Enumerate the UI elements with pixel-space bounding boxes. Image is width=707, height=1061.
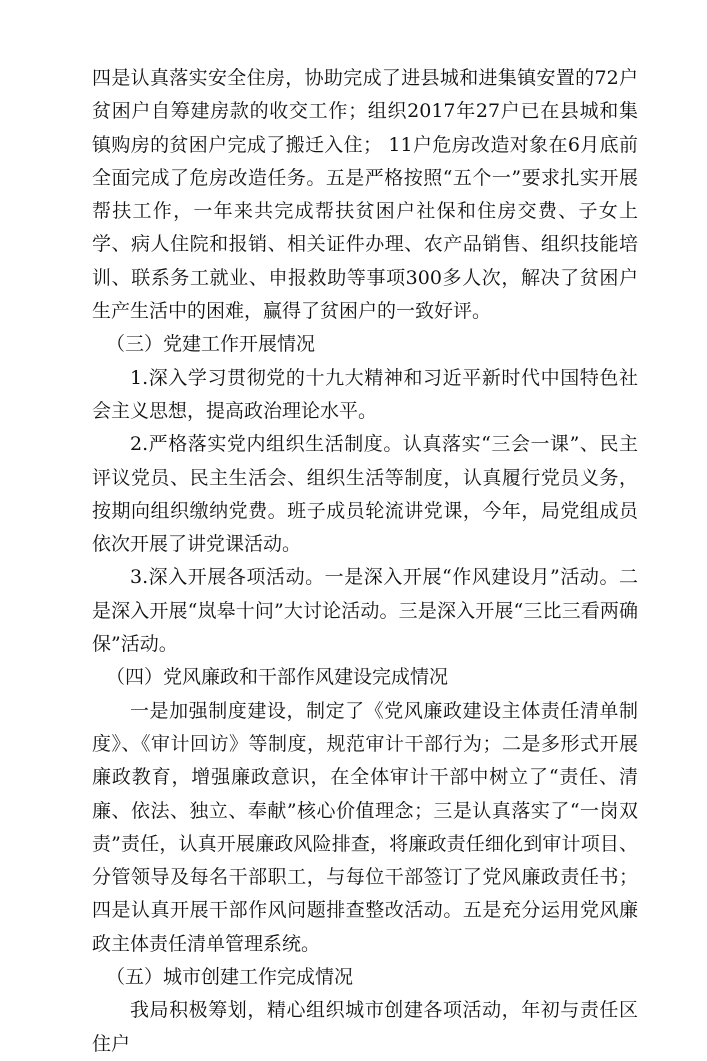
section-heading-party-building: （三）党建工作开展情况: [106, 333, 316, 356]
section-heading-city-creation: （五）城市创建工作完成情况: [106, 966, 354, 989]
document-body: [92, 62, 638, 1061]
paragraph-organizational-life: 2.严格落实党内组织生活制度。认真落实“三会一课”、民主评议党员、民主生活会、组织生活等制度，认真履行党员义务，按期向组织缴纳党费。班子成员轮流讲党课，今年，局党组成员依次开展了讲党课活动。: [92, 433, 638, 556]
paragraph-activities: 3.深入开展各项活动。一是深入开展“作风建设月”活动。二是深入开展“岚皋十问”大讨论活动。三是深入开展“三比三看两确保”活动。: [92, 566, 638, 656]
paragraph-integrity-measures: 一是加强制度建设，制定了《党风廉政建设主体责任清单制度》、《审计回访》等制度，规范审计干部行为；二是多形式开展廉政教育，增强廉政意识，在全体审计干部中树立了“责任、清廉、依法、独立、奉献”核心价值理念；三是认真落实了“一岗双责”责任，认真开展廉政风险排查，将廉政责任细化到审计项目、分管领导及每名干部职工，与每位干部签订了党风廉政责任书；四是认真开展干部作风问题排查整改活动。五是充分运用党风廉政主体责任清单管理系统。: [92, 699, 638, 955]
paragraph-city-creation: 我局积极筹划，精心组织城市创建各项活动，年初与责任区住户: [92, 999, 638, 1055]
section-heading-integrity-conduct: （四）党风廉政和干部作风建设完成情况: [106, 666, 449, 689]
paragraph-housing-assistance: 四是认真落实安全住房，协助完成了进县城和进集镇安置的72户贫困户自筹建房款的收交工作；组织2017年27户已在县城和集镇购房的贫困户完成了搬迁入住； 11户危房改造对象在6月底前全面完成了危房改造任务。五是严格按照“五个一”要求扎实开展帮扶工作，一年来共完成帮扶贫困户社保和住房交费、子女上学、病人住院和报销、相关证件办理、农产品销售、组织技能培训、联系务工就业、申报救助等事项300多人次，解决了贫困户生产生活中的困难，赢得了贫困户的一致好评。: [92, 67, 638, 323]
paragraph-study-theory: 1.深入学习贯彻党的十九大精神和习近平新时代中国特色社会主义思想，提高政治理论水平。: [92, 366, 638, 422]
